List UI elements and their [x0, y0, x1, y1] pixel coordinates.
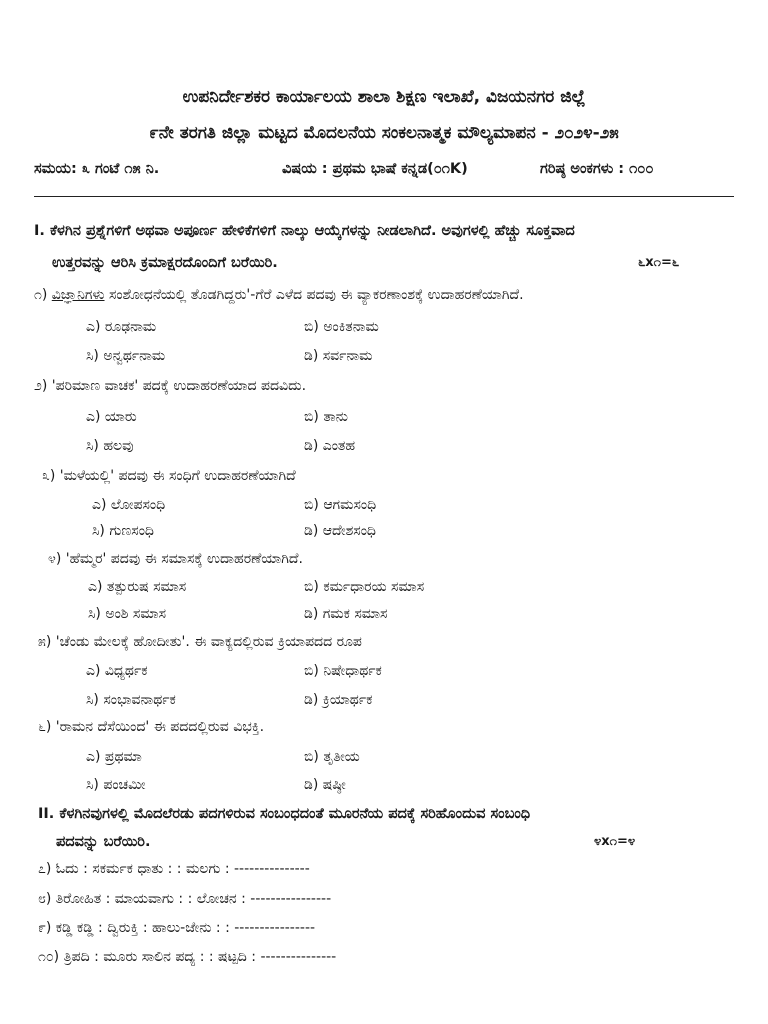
question-number: ೩) — [42, 468, 56, 484]
header-divider — [34, 196, 734, 197]
option-a: ಎ) ಲೋಪಸಂಧಿ — [92, 497, 166, 513]
option-a: ಎ) ಯಾರು — [86, 409, 137, 425]
office-title: ಉಪನಿರ್ದೇಶಕರ ಕಾರ್ಯಾಲಯ ಶಾಲಾ ಶಿಕ್ಷಣ ಇಲಾಖೆ, ವಿಜಯನಗರ ಜಿಲ್ಲೆ — [182, 87, 586, 107]
question-number: ೨) — [34, 378, 48, 394]
question-4 — [48, 550, 303, 568]
analogy-question-8: ೮) ತಿರೋಹಿತ : ಮಾಯವಾಗು : : ಲೋಚನ : ---------------- — [38, 891, 332, 907]
option-c: ಸಿ) ಅಂಶಿ ಸಮಾಸ — [88, 606, 167, 622]
option-b: ಬಿ) ಆಗಮಸಂಧಿ — [304, 497, 377, 513]
option-d: ಡಿ) ಷಷ್ಠೀ — [304, 777, 346, 793]
question-number: ೫) — [38, 634, 52, 650]
analogy-question-9: ೯) ಕಡ್ಡಿ ಕಡ್ಡಿ : ದ್ವಿರುಕ್ತಿ : ಹಾಲು-ಜೇನು : : ---------------- — [38, 920, 316, 936]
option-c: ಸಿ) ಗುಣಸಂಧಿ — [92, 523, 154, 539]
underlined-word: ವಿಜ್ಞಾನಿಗಳು — [51, 287, 105, 303]
exam-max-marks: ಗರಿಷ್ಠ ಅಂಕಗಳು : ೧೦೦ — [540, 161, 654, 177]
question-text: 'ಹೆಮ್ಮರ' ಪದವು ಈ ಸಮಾಸಕ್ಕೆ ಉದಾಹರಣೆಯಾಗಿದೆ. — [65, 551, 303, 567]
question-number: ೪) — [48, 551, 62, 567]
option-d: ಡಿ) ಎಂತಹ — [304, 438, 356, 454]
question-number: ೧) — [34, 287, 48, 303]
section-2-instruction-line2: ಪದವನ್ನು ಬರೆಯಿರಿ. — [56, 834, 151, 850]
question-3 — [42, 467, 296, 485]
option-b: ಬಿ) ನಿಷೇಧಾರ್ಥಕ — [304, 663, 382, 679]
analogy-question-10: ೧೦) ತ್ರಿಪದಿ : ಮೂರು ಸಾಲಿನ ಪದ್ಯ : : ಷಟ್ಪದಿ : --------------- — [38, 949, 337, 965]
option-b: ಬಿ) ಅಂಕಿತನಾಮ — [304, 319, 379, 335]
option-a: ಎ) ತತ್ಪುರುಷ ಸಮಾಸ — [88, 579, 187, 595]
section-1-instruction-line1: I. ಕೆಳಗಿನ ಪ್ರಶ್ನೆಗಳಿಗೆ ಅಥವಾ ಅಪೂರ್ಣ ಹೇಳಿಕೆಗಳಿಗೆ ನಾಲ್ಕು ಆಯ್ಕೆಗಳನ್ನು ನೀಡಲಾಗಿದೆ. ಅವುಗಳಲ್ಲಿ ಹೆಚ್ಚು ಸೂಕ್ತವಾದ — [34, 223, 575, 239]
option-d: ಡಿ) ಸರ್ವನಾಮ — [304, 348, 373, 364]
option-d: ಡಿ) ಕ್ರಿಯಾರ್ಥಕ — [304, 692, 373, 708]
option-a: ಎ) ವಿಧ್ಯರ್ಥಕ — [86, 663, 148, 679]
option-c: ಸಿ) ಪಂಚಮೀ — [86, 777, 146, 793]
question-number: ೬) — [38, 719, 52, 735]
question-6 — [38, 718, 264, 736]
question-1 — [34, 286, 524, 304]
option-b: ಬಿ) ಕರ್ಮಧಾರಯ ಸಮಾಸ — [304, 579, 425, 595]
option-b: ಬಿ) ತಾನು — [304, 409, 348, 425]
option-a: ಎ) ಪ್ರಥಮಾ — [86, 749, 142, 765]
question-2 — [34, 377, 306, 395]
exam-duration: ಸಮಯ: ೩ ಗಂಟೆ ೧೫ ನಿ. — [34, 161, 160, 177]
section-2-instruction-line1: II. ಕೆಳಗಿನವುಗಳಲ್ಲಿ ಮೊದಲೆರಡು ಪದಗಳಿರುವ ಸಂಬಂಧದಂತೆ ಮೂರನೆಯ ಪದಕ್ಕೆ ಸರಿಹೊಂದುವ ಸಂಬಂಧಿ — [38, 806, 531, 822]
question-5 — [38, 633, 362, 651]
option-c: ಸಿ) ಅನ್ವರ್ಥನಾಮ — [86, 348, 166, 364]
exam-subject: ವಿಷಯ : ಪ್ರಥಮ ಭಾಷೆ ಕನ್ನಡ(೦೧K) — [282, 161, 468, 177]
option-c: ಸಿ) ಸಂಭಾವನಾರ್ಥಕ — [86, 692, 176, 708]
question-text: 'ಮಳೆಯಲ್ಲಿ' ಪದವು ಈ ಸಂಧಿಗೆ ಉದಾಹರಣೆಯಾಗಿದೆ — [59, 468, 296, 484]
option-b: ಬಿ) ತೃತೀಯ — [304, 749, 360, 765]
analogy-question-7: ೭) ಓದು : ಸಕರ್ಮಕ ಧಾತು : : ಮಲಗು : --------------- — [38, 861, 310, 877]
option-a: ಎ) ರೂಢನಾಮ — [86, 319, 157, 335]
section-2-marks: ೪x೧=೪ — [594, 834, 636, 849]
option-d: ಡಿ) ಗಮಕ ಸಮಾಸ — [304, 606, 388, 622]
exam-title: ೯ನೇ ತರಗತಿ ಜಿಲ್ಲಾ ಮಟ್ಟದ ಮೊದಲನೆಯ ಸಂಕಲನಾತ್ಮಕ ಮೌಲ್ಯಮಾಪನ - ೨೦೨೪-೨೫ — [149, 123, 619, 143]
section-1-marks: ೬x೧=೬ — [638, 255, 680, 270]
option-c: ಸಿ) ಹಲವು — [86, 438, 134, 454]
question-text: 'ಚೆಂಡು ಮೇಲಕ್ಕೆ ಹೋದೀತು'. ಈ ವಾಕ್ಯದಲ್ಲಿರುವ ಕ್ರಿಯಾಪದದ ರೂಪ — [55, 634, 362, 650]
option-d: ಡಿ) ಆದೇಶಸಂಧಿ — [304, 523, 376, 539]
section-1-instruction-line2: ಉತ್ತರವನ್ನು ಆರಿಸಿ ಕ್ರಮಾಕ್ಷರದೊಂದಿಗೆ ಬರೆಯಿರಿ. — [52, 255, 278, 271]
question-text: ಸಂಶೋಧನೆಯಲ್ಲಿ ತೊಡಗಿದ್ದರು'-ಗೆರೆ ಎಳೆದ ಪದವು ಈ ವ್ಯಾಕರಣಾಂಶಕ್ಕೆ ಉದಾಹರಣೆಯಾಗಿದೆ. — [104, 287, 524, 303]
question-text: 'ಪರಿಮಾಣ ವಾಚಕ' ಪದಕ್ಕೆ ಉದಾಹರಣೆಯಾದ ಪದವಿದು. — [51, 378, 307, 394]
question-text: 'ರಾಮನ ದೆಸೆಯಿಂದ' ಈ ಪದದಲ್ಲಿರುವ ವಿಭಕ್ತಿ. — [55, 719, 265, 735]
